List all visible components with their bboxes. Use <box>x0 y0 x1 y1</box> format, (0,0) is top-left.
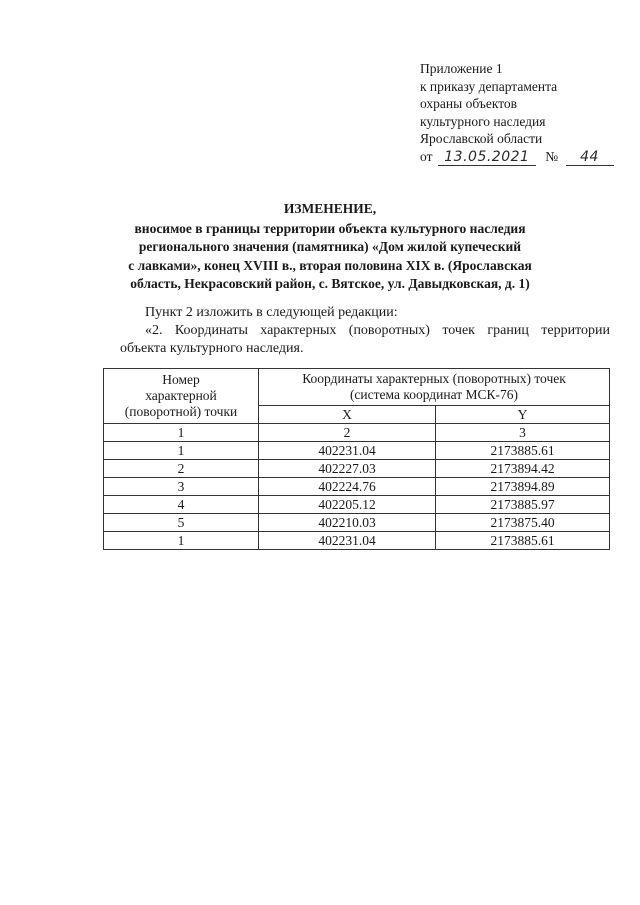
header-text: Координаты характерных (поворотных) точек <box>302 371 566 386</box>
table-cell: 2173885.97 <box>436 496 610 514</box>
table-cell: 1 <box>104 442 259 460</box>
title-line: вносимое в границы территории объекта культурного наследия <box>134 220 526 236</box>
table-cell: 402231.04 <box>259 442 436 460</box>
appendix-block <box>420 60 620 166</box>
table-cell: 2 <box>259 424 436 442</box>
table-cell: 2173885.61 <box>436 442 610 460</box>
order-date-line <box>420 148 620 166</box>
appendix-line: охраны объектов <box>420 96 518 111</box>
order-date-value: 13.05.2021 <box>444 148 530 165</box>
coordinates-table <box>103 368 610 550</box>
appendix-line: Приложение 1 <box>420 61 503 76</box>
header-text: (система координат МСК-76) <box>349 387 519 402</box>
date-prefix: от <box>420 148 433 164</box>
body-text <box>120 304 610 358</box>
table-index-row <box>104 424 610 442</box>
table-cell: 1 <box>104 532 259 550</box>
table-cell: 2173885.61 <box>436 532 610 550</box>
paragraph: «2. Координаты характерных (поворотных) точек границ территории <box>145 323 610 338</box>
header-coordinates <box>259 369 610 406</box>
header-text: (поворотной) точки <box>124 404 238 419</box>
table-row <box>104 496 610 514</box>
table-cell: 402210.03 <box>259 514 436 532</box>
title-line: регионального значения (памятника) «Дом жилой купеческий <box>138 239 522 254</box>
order-number-field <box>566 149 614 166</box>
table-cell: 402205.12 <box>259 496 436 514</box>
header-text: характерной <box>145 388 217 403</box>
table-cell: 3 <box>104 478 259 496</box>
paragraph: Пункт 2 изложить в следующей редакции: <box>145 305 398 320</box>
table-row <box>104 532 610 550</box>
table-row <box>104 442 610 460</box>
table-cell: 402224.76 <box>259 478 436 496</box>
title-line: область, Некрасовский район, с. Вятское, ул. Давыдковская, д. 1) <box>130 276 530 291</box>
table-row <box>104 460 610 478</box>
table-cell: 2173875.40 <box>436 514 610 532</box>
table-cell: 1 <box>104 424 259 442</box>
table-cell: 4 <box>104 496 259 514</box>
table-row <box>104 478 610 496</box>
table-cell: 402231.04 <box>259 532 436 550</box>
paragraph-continuation: объекта культурного наследия. <box>120 341 304 356</box>
order-number-value: 44 <box>580 148 599 165</box>
table-cell: 2173894.89 <box>436 478 610 496</box>
number-sign: № <box>545 148 559 164</box>
table-header-row <box>104 369 610 406</box>
document-title <box>110 200 550 294</box>
table-cell: 2173894.42 <box>436 460 610 478</box>
title-heading: ИЗМЕНЕНИЕ, <box>283 201 377 216</box>
table-cell: 402227.03 <box>259 460 436 478</box>
appendix-line: к приказу департамента <box>420 78 558 94</box>
appendix-line: культурного наследия <box>420 113 546 129</box>
title-line: с лавками», конец XVIII в., вторая половина XIX в. (Ярославская <box>128 257 532 273</box>
header-y: Y <box>436 406 610 424</box>
table-cell: 3 <box>436 424 610 442</box>
appendix-line: Ярославской области <box>420 131 543 146</box>
table-row <box>104 514 610 532</box>
table-cell: 5 <box>104 514 259 532</box>
header-text: Номер <box>162 372 200 387</box>
header-point-number <box>104 369 259 424</box>
order-date-field <box>438 149 536 166</box>
table-cell: 2 <box>104 460 259 478</box>
header-x: X <box>259 406 436 424</box>
